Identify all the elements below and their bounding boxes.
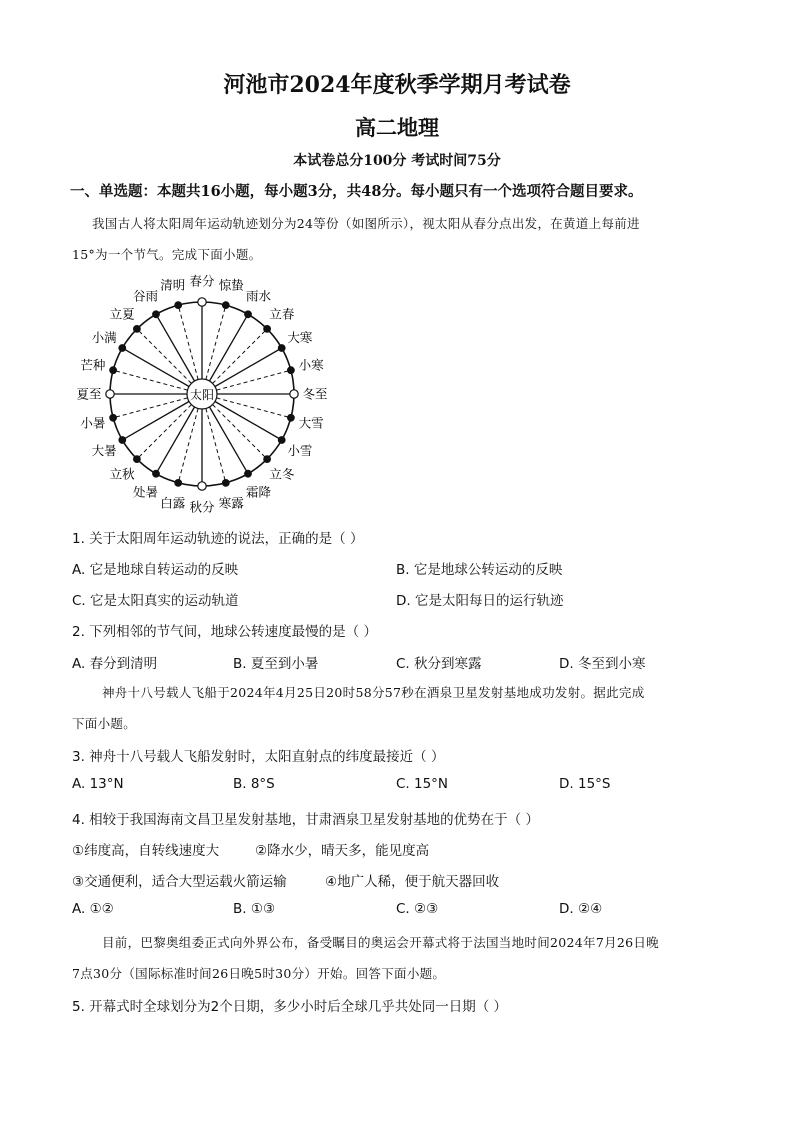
question-4-item-1: ①纬度高，自转线速度大 bbox=[72, 843, 220, 859]
question-2-stem: 2. 下列相邻的节气间，地球公转速度最慢的是（ ） bbox=[72, 624, 377, 640]
term-point-22 bbox=[134, 326, 141, 333]
exam-info: 本试卷总分100分 考试时间75分 bbox=[293, 153, 501, 169]
passage-3-line-1: 目前，巴黎奥组委正式向外界公布，备受瞩目的奥运会开幕式将于法国当地时间2024年7月26日晚 bbox=[102, 935, 659, 950]
term-label: 大雪 bbox=[298, 415, 324, 431]
spoke-4 bbox=[213, 329, 268, 384]
subject-title: 高二地理 bbox=[355, 115, 439, 140]
term-point-13 bbox=[198, 482, 206, 490]
passage-3-line-2: 7点30分（国际标准时间26日晚5时30分）开始。回答下面小题。 bbox=[72, 966, 446, 981]
term-point-8 bbox=[288, 415, 295, 422]
spoke-12 bbox=[206, 409, 226, 483]
spoke-18 bbox=[113, 398, 187, 418]
question-1-option-d[interactable]: D. 它是太阳每日的运行轨迹 bbox=[396, 593, 564, 609]
question-1-option-b[interactable]: B. 它是地球公转运动的反映 bbox=[396, 562, 563, 578]
term-point-3 bbox=[245, 311, 252, 318]
term-point-12 bbox=[223, 480, 230, 487]
term-point-2 bbox=[223, 302, 230, 309]
intro-line-2: 15°为一个节气。完成下面小题。 bbox=[72, 247, 262, 262]
term-label: 处暑 bbox=[132, 484, 159, 500]
term-label: 立夏 bbox=[109, 306, 135, 322]
question-3-stem: 3. 神舟十八号载人飞船发射时，太阳直射点的纬度最接近（ ） bbox=[72, 749, 445, 765]
question-3-option-b[interactable]: B. 8°S bbox=[233, 776, 275, 792]
section-heading: 一、单选题：本题共16小题，每小题3分，共48分。每小题只有一个选项符合题目要求。 bbox=[70, 183, 643, 200]
question-3-option-a[interactable]: A. 13°N bbox=[72, 776, 124, 792]
passage-2-line-2: 下面小题。 bbox=[72, 716, 137, 731]
question-5-stem: 5. 开幕式时全球划分为2个日期，多少小时后全球几乎共处同一日期（ ） bbox=[72, 999, 508, 1015]
term-point-5 bbox=[278, 345, 285, 352]
passage-2-line-1: 神舟十八号载人飞船于2024年4月25日20时58分57秒在酒泉卫星发射基地成功发射。据此完成 bbox=[102, 685, 645, 700]
question-3-option-c[interactable]: C. 15°N bbox=[396, 776, 449, 792]
term-point-24 bbox=[175, 302, 182, 309]
question-2-option-a[interactable]: A. 春分到清明 bbox=[72, 656, 158, 672]
term-label: 夏至 bbox=[76, 386, 102, 402]
question-1-option-a[interactable]: A. 它是地球自转运动的反映 bbox=[72, 562, 239, 578]
spoke-24 bbox=[178, 305, 198, 379]
term-label: 大寒 bbox=[287, 330, 313, 345]
term-label: 小雪 bbox=[287, 443, 313, 458]
term-point-11 bbox=[245, 470, 252, 477]
question-4-option-b[interactable]: B. ①③ bbox=[233, 901, 276, 917]
term-label: 寒露 bbox=[218, 495, 244, 511]
question-4-stem: 4. 相较于我国海南文昌卫星发射基地，甘肃酒泉卫星发射基地的优势在于（ ） bbox=[72, 812, 539, 828]
sun-label: 太阳 bbox=[189, 388, 215, 402]
spoke-6 bbox=[217, 370, 291, 390]
spoke-16 bbox=[137, 405, 192, 460]
question-4-item-4: ④地广人稀，便于航天器回收 bbox=[325, 874, 500, 890]
term-label: 春分 bbox=[189, 273, 215, 289]
term-label: 霜降 bbox=[245, 484, 272, 500]
question-1-option-c[interactable]: C. 它是太阳真实的运动轨道 bbox=[72, 593, 239, 609]
spoke-2 bbox=[206, 305, 226, 379]
term-point-15 bbox=[153, 470, 160, 477]
term-label: 小满 bbox=[91, 330, 117, 345]
term-point-10 bbox=[264, 456, 271, 463]
term-label: 芒种 bbox=[80, 357, 106, 373]
term-label: 秋分 bbox=[189, 499, 215, 515]
term-label: 立春 bbox=[269, 306, 295, 322]
term-point-4 bbox=[264, 326, 271, 333]
term-point-23 bbox=[153, 311, 160, 318]
term-point-9 bbox=[278, 437, 285, 444]
exam-title: 河池市2024年度秋季学期月考试卷 bbox=[223, 72, 571, 98]
term-point-21 bbox=[119, 345, 126, 352]
term-point-19 bbox=[106, 390, 114, 398]
term-point-20 bbox=[110, 367, 117, 374]
term-point-7 bbox=[290, 390, 298, 398]
spoke-14 bbox=[178, 409, 198, 483]
term-label: 雨水 bbox=[245, 288, 272, 304]
question-4-option-d[interactable]: D. ②④ bbox=[559, 901, 603, 917]
term-point-18 bbox=[110, 415, 117, 422]
term-label: 小暑 bbox=[80, 415, 106, 431]
question-2-option-d[interactable]: D. 冬至到小寒 bbox=[559, 656, 646, 672]
question-2-option-b[interactable]: B. 夏至到小暑 bbox=[233, 656, 319, 672]
term-point-14 bbox=[175, 480, 182, 487]
intro-line-1: 我国古人将太阳周年运动轨迹划分为24等份（如图所示），视太阳从春分点出发，在黄道上每前进 bbox=[92, 216, 640, 231]
term-point-17 bbox=[119, 437, 126, 444]
term-label: 立冬 bbox=[269, 466, 295, 482]
term-label: 惊蛰 bbox=[218, 277, 244, 293]
term-label: 谷雨 bbox=[132, 288, 159, 304]
question-4-option-c[interactable]: C. ②③ bbox=[396, 901, 439, 917]
term-label: 清明 bbox=[160, 277, 186, 293]
term-label: 白露 bbox=[160, 495, 186, 511]
question-3-option-d[interactable]: D. 15°S bbox=[559, 776, 611, 792]
term-label: 冬至 bbox=[302, 386, 328, 402]
solar-terms-diagram bbox=[0, 270, 794, 520]
term-point-16 bbox=[134, 456, 141, 463]
question-4-option-a[interactable]: A. ①② bbox=[72, 901, 114, 917]
term-label: 小寒 bbox=[298, 357, 324, 373]
question-4-item-2: ②降水少，晴天多，能见度高 bbox=[255, 843, 430, 859]
term-label: 立秋 bbox=[109, 466, 135, 482]
spoke-22 bbox=[137, 329, 192, 384]
spoke-20 bbox=[113, 370, 187, 390]
spoke-10 bbox=[213, 405, 268, 460]
spoke-8 bbox=[217, 398, 291, 418]
term-point-1 bbox=[198, 298, 206, 306]
term-label: 大暑 bbox=[91, 443, 117, 458]
term-point-6 bbox=[288, 367, 295, 374]
question-1-stem: 1. 关于太阳周年运动轨迹的说法，正确的是（ ） bbox=[72, 531, 364, 547]
question-2-option-c[interactable]: C. 秋分到寒露 bbox=[396, 656, 482, 672]
question-4-item-3: ③交通便利，适合大型运载火箭运输 bbox=[72, 874, 287, 890]
